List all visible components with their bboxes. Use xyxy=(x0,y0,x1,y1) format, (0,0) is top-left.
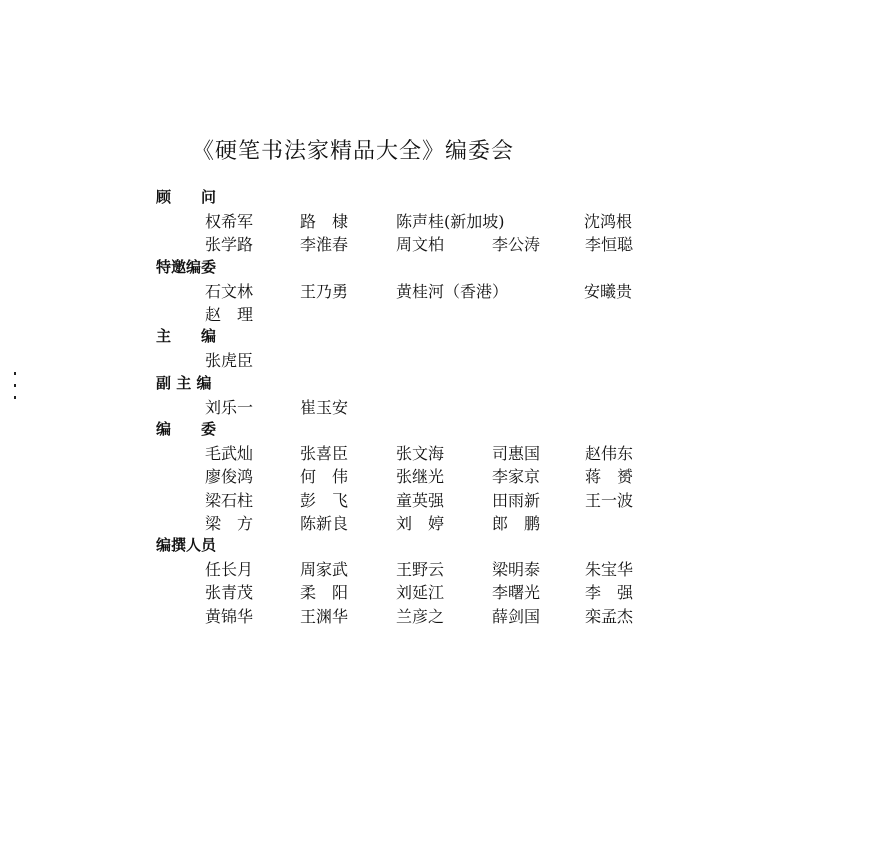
member-name: 彭 飞 xyxy=(300,490,349,510)
name-row xyxy=(0,580,870,602)
name-row xyxy=(0,604,870,626)
member-name: 周家武 xyxy=(300,560,349,580)
margin-mark xyxy=(14,384,16,387)
member-name: 石文林 xyxy=(205,281,254,301)
member-name: 赵 理 xyxy=(205,305,254,324)
member-name: 司惠国 xyxy=(492,444,541,464)
name-row xyxy=(0,279,870,301)
member-name: 李曙光 xyxy=(492,583,541,603)
margin-mark xyxy=(14,372,16,375)
member-name: 朱宝华 xyxy=(585,560,634,580)
member-name: 张喜臣 xyxy=(300,444,349,464)
member-name: 何 伟 xyxy=(300,467,349,487)
member-name: 张虎臣 xyxy=(205,351,254,371)
section-label: 编 委 xyxy=(156,420,217,438)
name-row xyxy=(0,488,870,510)
name-row xyxy=(0,395,870,417)
member-name: 童英强 xyxy=(396,490,445,510)
section-label: 特邀编委 xyxy=(156,257,217,276)
member-name: 栾孟杰 xyxy=(585,606,634,626)
member-name: 张青茂 xyxy=(205,583,254,603)
member-name: 李家京 xyxy=(492,467,541,487)
member-name: 蒋 赟 xyxy=(585,467,634,487)
margin-mark xyxy=(14,396,16,399)
member-name: 周文柏 xyxy=(396,235,445,255)
member-name: 王一波 xyxy=(585,490,634,510)
name-row xyxy=(0,348,870,370)
member-name: 李恒聪 xyxy=(585,235,634,255)
member-name: 王渊华 xyxy=(300,606,349,626)
member-name: 张继光 xyxy=(396,467,445,487)
name-row xyxy=(0,464,870,486)
member-name: 刘 婷 xyxy=(396,513,445,533)
section-label: 编撰人员 xyxy=(156,536,217,554)
member-name: 梁 方 xyxy=(205,513,254,533)
member-name: 田雨新 xyxy=(492,490,541,510)
member-name: 王野云 xyxy=(396,560,445,580)
member-name: 李 强 xyxy=(585,583,634,603)
member-name: 任长月 xyxy=(205,560,254,580)
member-name: 薛剑国 xyxy=(492,606,541,626)
member-name: 陈新良 xyxy=(300,513,349,533)
name-row xyxy=(0,441,870,463)
member-name: 兰彦之 xyxy=(396,606,445,626)
page-title: 《硬笔书法家精品大全》编委会 xyxy=(192,139,515,164)
name-row xyxy=(0,209,870,231)
section-label: 主 编 xyxy=(156,327,217,346)
member-name: 郎 鹏 xyxy=(492,513,541,533)
member-name: 王乃勇 xyxy=(300,281,349,301)
member-name: 黄桂河（香港） xyxy=(396,281,509,301)
member-name: 张文海 xyxy=(396,444,445,464)
name-row xyxy=(0,557,870,579)
name-row xyxy=(0,232,870,254)
member-name: 刘延江 xyxy=(396,583,445,603)
section-label: 顾 问 xyxy=(156,188,217,206)
member-name: 路 棣 xyxy=(300,212,349,232)
member-name: 毛武灿 xyxy=(205,444,254,464)
member-name: 黄锦华 xyxy=(205,606,254,626)
member-name: 廖俊鸿 xyxy=(205,467,254,487)
section-label: 副 主 编 xyxy=(156,373,212,392)
member-name: 刘乐一 xyxy=(205,397,254,417)
member-name: 梁明泰 xyxy=(492,560,541,580)
member-name: 张学路 xyxy=(205,235,254,255)
member-name: 赵伟东 xyxy=(585,444,634,464)
name-row xyxy=(0,302,870,324)
member-name: 梁石柱 xyxy=(205,490,254,510)
member-name: 李公涛 xyxy=(492,235,541,255)
name-row xyxy=(0,511,870,533)
member-name: 沈鸿根 xyxy=(584,212,633,232)
member-name: 陈声桂(新加坡) xyxy=(396,212,505,232)
member-name: 李淮春 xyxy=(300,235,349,255)
member-name: 安曦贵 xyxy=(584,281,633,301)
member-name: 权希军 xyxy=(205,212,254,232)
member-name: 柔 阳 xyxy=(300,583,349,603)
member-name: 崔玉安 xyxy=(300,397,349,417)
